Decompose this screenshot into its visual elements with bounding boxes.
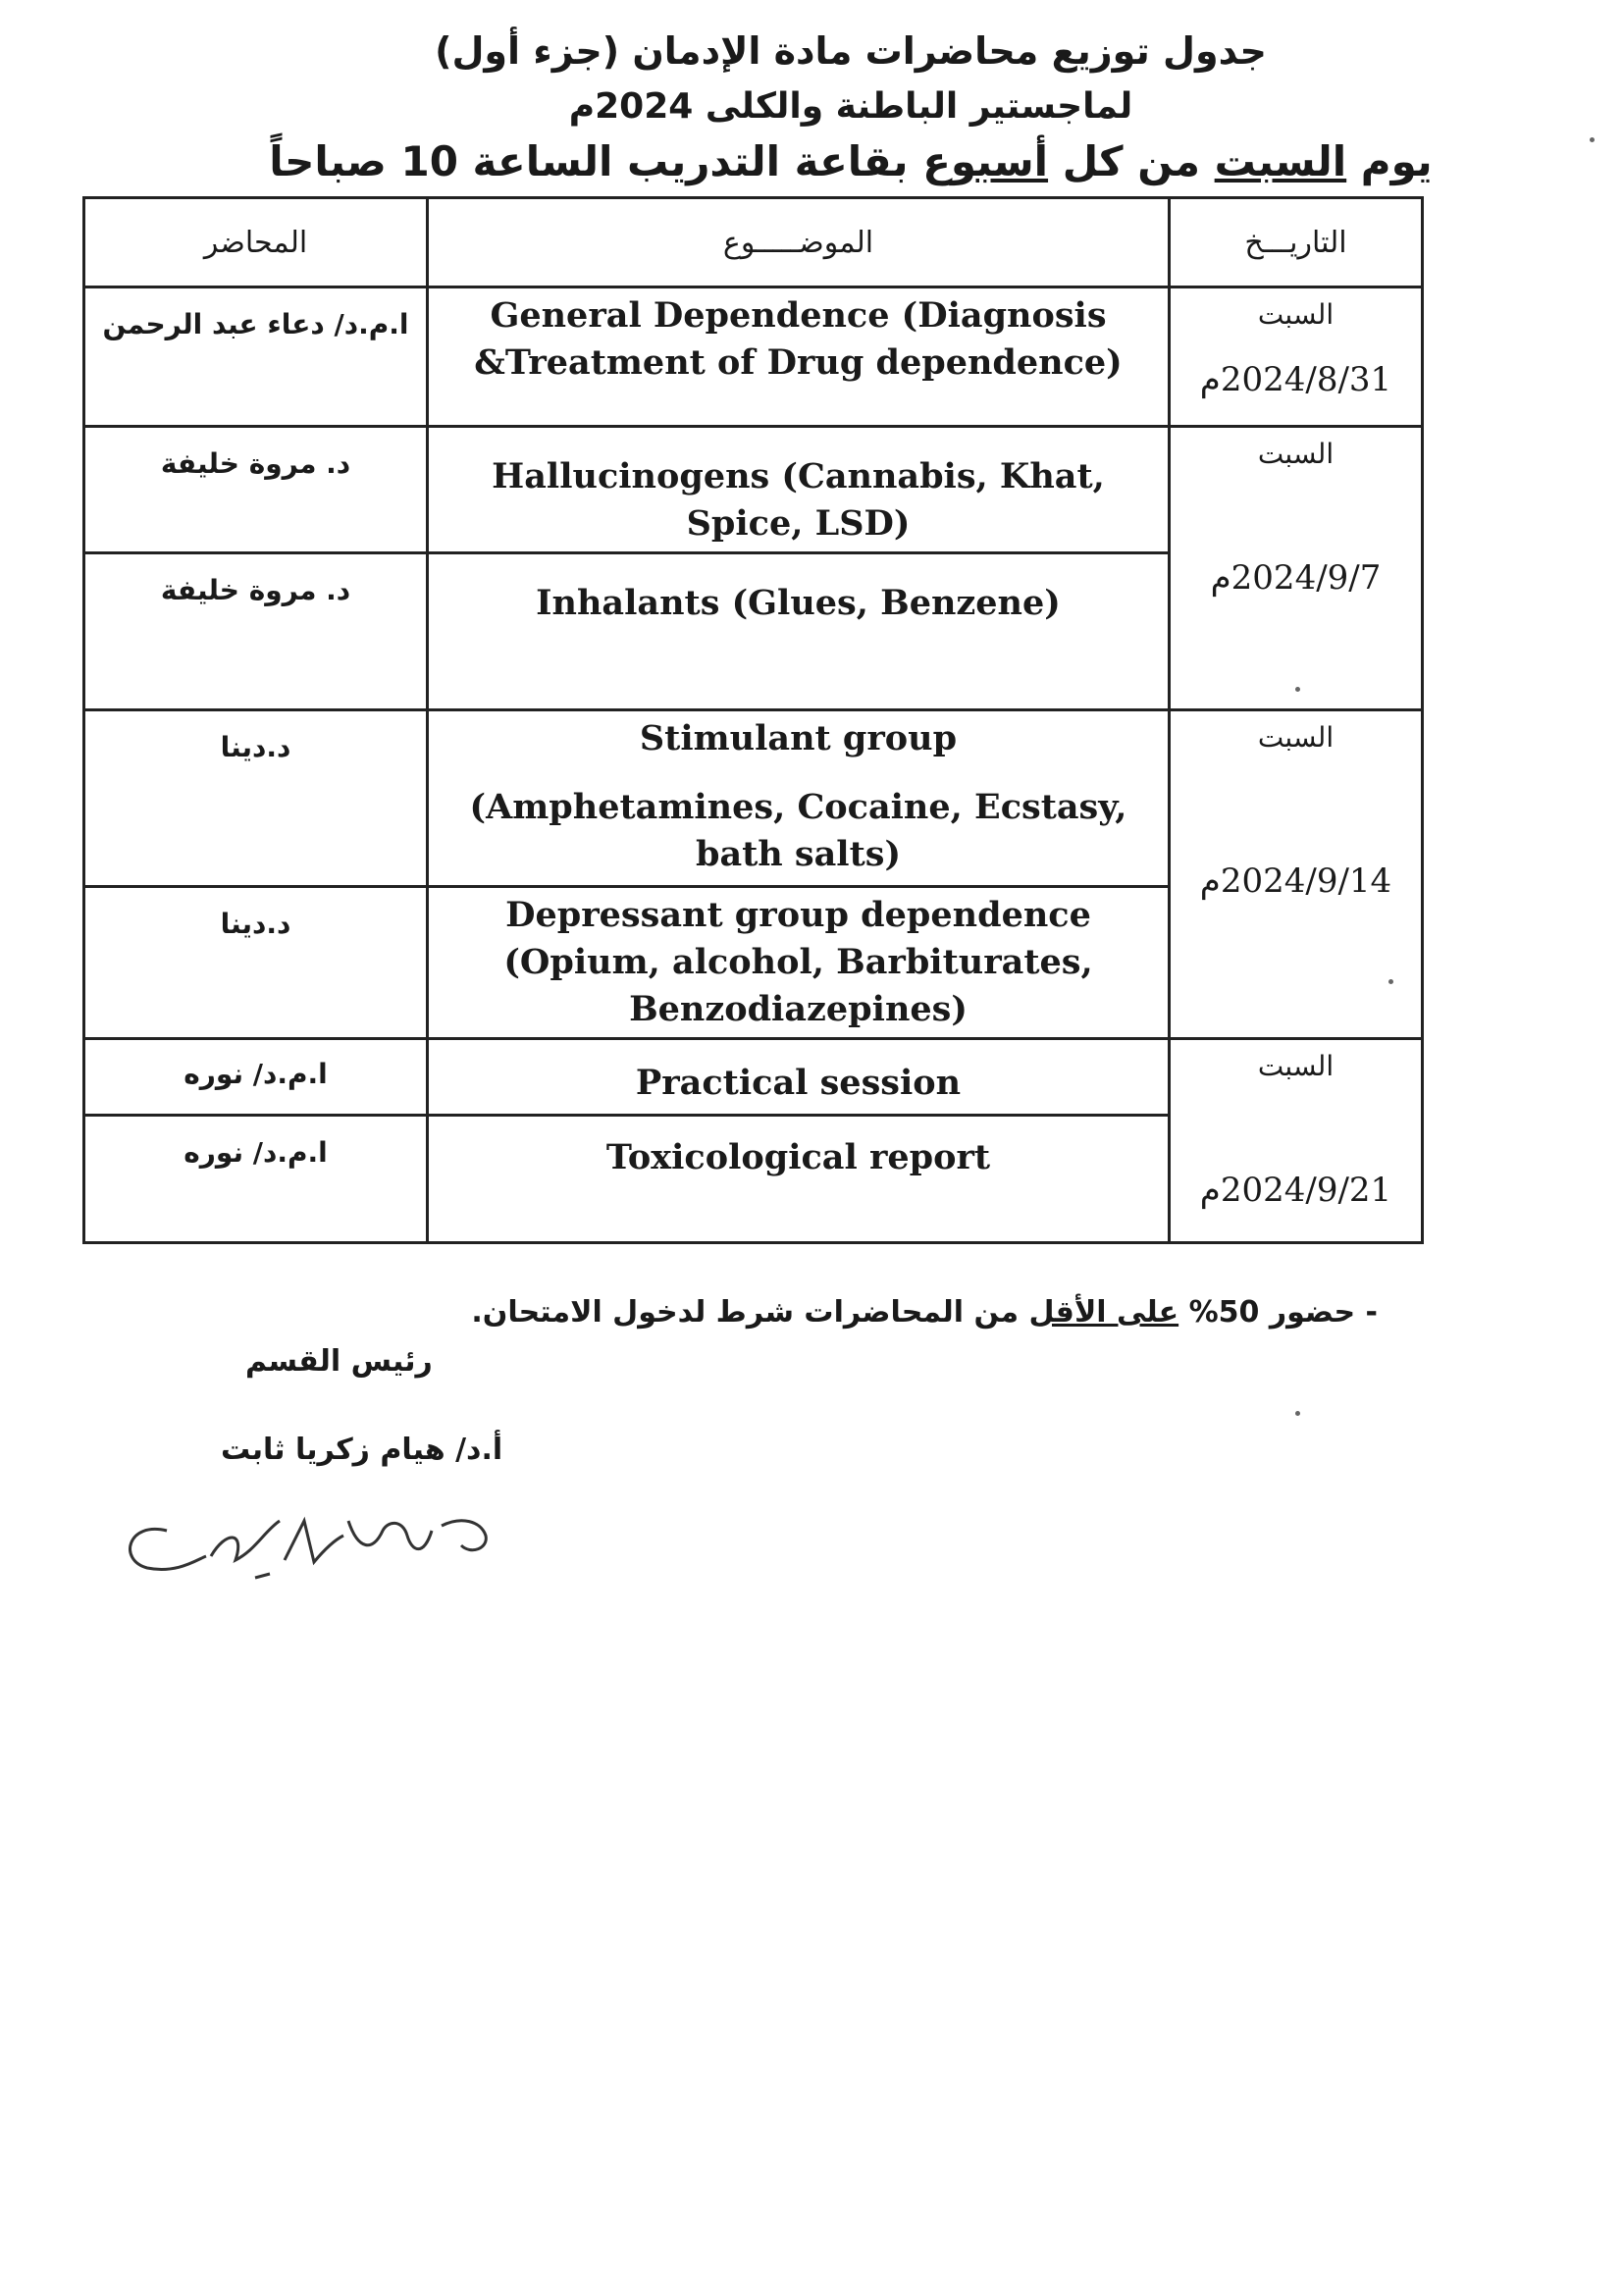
topic-cell: General Dependence (Diagnosis &Treatment of Drug dependence)	[428, 287, 1170, 427]
note-dash: -	[1365, 1295, 1378, 1330]
column-header-date: التاريـــخ	[1170, 198, 1423, 287]
info-prefix: يوم	[1360, 137, 1433, 185]
info-place: بقاعة التدريب	[627, 137, 909, 185]
day-label: السبت	[1257, 1050, 1335, 1082]
date-value: 2024/9/14م	[1199, 861, 1392, 901]
info-week: أسبوع	[922, 137, 1049, 185]
day-label: السبت	[1257, 438, 1335, 470]
document-title: جدول توزيع محاضرات مادة الإدمان (جزء أول)	[435, 29, 1267, 73]
topic-title: Stimulant group	[639, 718, 958, 758]
day-label: السبت	[1257, 721, 1335, 754]
info-time: الساعة 10 صباحاً	[269, 137, 613, 185]
date-cell	[1170, 710, 1423, 1039]
lecture-schedule-table	[82, 196, 1424, 1244]
lecturer-cell: د.دينا	[84, 887, 428, 1039]
table-row	[84, 1039, 1423, 1116]
scan-speck	[1295, 687, 1300, 692]
lecturer-cell: د. مروة خليفة	[84, 553, 428, 710]
document-subtitle: لماجستير الباطنة والكلى 2024م	[568, 86, 1133, 127]
lecturer-cell: ا.م.د/ دعاء عبد الرحمن	[84, 287, 428, 427]
column-header-topic: الموضـــــوع	[428, 198, 1170, 287]
date-value: 2024/8/31م	[1199, 360, 1392, 399]
lecturer-cell: ا.م.د/ نوره	[84, 1039, 428, 1116]
note-underlined: على الأقل	[1028, 1295, 1179, 1330]
attendance-note	[471, 1295, 1378, 1330]
topic-cell: Practical session	[428, 1039, 1170, 1116]
topic-cell: Toxicological report	[428, 1116, 1170, 1243]
lecturer-cell: ا.م.د/ نوره	[84, 1116, 428, 1243]
table-row	[84, 287, 1423, 427]
day-label: السبت	[1257, 298, 1335, 331]
lecturer-cell: د.دينا	[84, 710, 428, 887]
topic-cell	[428, 710, 1170, 887]
date-cell	[1170, 427, 1423, 710]
topic-cell: Depressant group dependence (Opium, alcohol, Barbiturates, Benzodiazepines)	[428, 887, 1170, 1039]
schedule-info-line	[39, 137, 1623, 185]
date-value: 2024/9/7م	[1210, 558, 1382, 598]
department-head-title: رئيس القسم	[245, 1344, 433, 1379]
info-day: السبت	[1214, 137, 1347, 185]
info-mid: من كل	[1062, 137, 1201, 185]
date-cell	[1170, 1039, 1423, 1243]
topic-detail: (Amphetamines, Cocaine, Ecstasy, bath salts)	[469, 787, 1127, 874]
department-head-name: أ.د/ هيام زكريا ثابت	[221, 1433, 503, 1467]
topic-cell: Hallucinogens (Cannabis, Khat, Spice, LSD)	[428, 427, 1170, 553]
scan-speck	[1590, 137, 1595, 142]
date-value: 2024/9/21م	[1199, 1171, 1392, 1210]
scan-speck	[1388, 979, 1393, 984]
column-header-lecturer: المحاضر	[84, 198, 428, 287]
handwritten-signature	[108, 1491, 520, 1599]
note-suffix: من المحاضرات شرط لدخول الامتحان.	[471, 1295, 1020, 1330]
table-header-row	[84, 198, 1423, 287]
table-row	[84, 427, 1423, 553]
topic-cell: Inhalants (Glues, Benzene)	[428, 553, 1170, 710]
date-cell	[1170, 287, 1423, 427]
note-prefix: حضور 50%	[1188, 1295, 1356, 1330]
scan-speck	[1295, 1411, 1300, 1416]
table-row	[84, 710, 1423, 887]
lecturer-cell: د. مروة خليفة	[84, 427, 428, 553]
